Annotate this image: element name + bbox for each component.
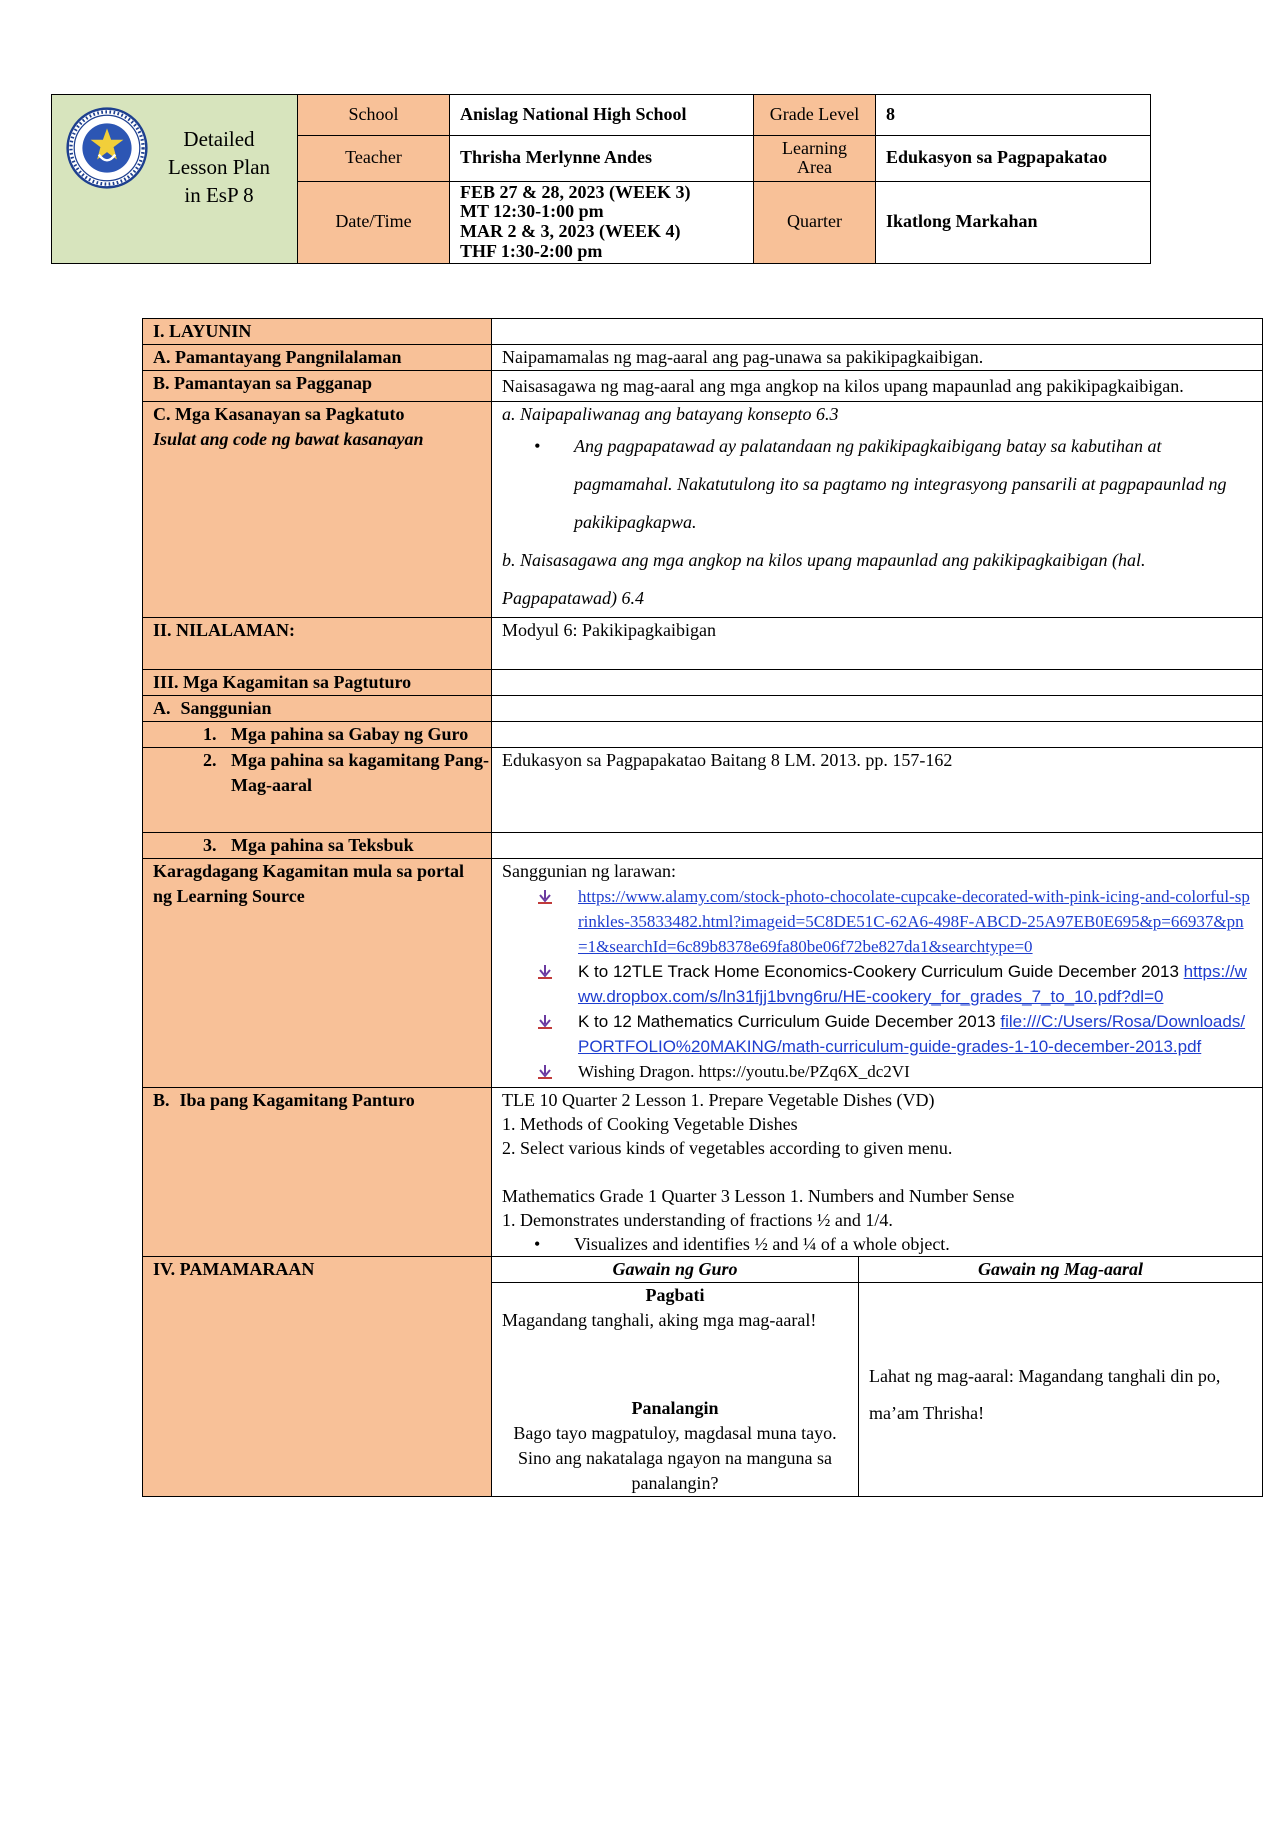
arrow-bullet-icon (502, 959, 578, 1009)
arrow-bullet-icon (502, 1009, 578, 1059)
teksbuk-item: 3. Mga pahina sa Teksbuk (221, 833, 491, 858)
kasanayan-bullet: • Ang pagpapatawad ay palatandaan ng pakikipagkaibigang batay sa kabutihan at pagmamahal. Nakatutulong ito sa pagtamo ng integrasyong pansarili at pagpapaunlad ng pakikipagkapwa. (502, 427, 1252, 541)
quarter-label: Quarter (754, 181, 876, 264)
teacher-value: Thrisha Merlynne Andes (450, 136, 754, 181)
iba-text: Iba pang Kagamitang Panturo (179, 1090, 415, 1110)
curriculum-guide-link[interactable]: file:///C:/Users/Rosa/Downloads/PORTFOLIO%20MAKING/math-curriculum-guide-grades-1-10-december-2013.pdf (578, 1012, 1246, 1056)
kasanayan-title: C. Mga Kasanayan sa Pagkatuto (153, 404, 405, 424)
dropbox-link[interactable]: https://www.dropbox.com/s/ln31fjj1bvng6ru/HE-cookery_for_grades_7_to_10.pdf?dl=0 (578, 962, 1247, 1006)
quarter-value: Ikatlong Markahan (876, 181, 1151, 264)
reference-item (502, 1059, 1252, 1087)
iba-line: 1. Methods of Cooking Vegetable Dishes (502, 1114, 798, 1134)
iba-pang-kagamitan-value: TLE 10 Quarter 2 Lesson 1. Prepare Vegetable Dishes (VD) 1. Methods of Cooking Vegetable Dishes 2. Select various kinds of vegetables according to given menu. Mathematics Grade 1 Quarter 3 Lesson 1. Numbers and Number Sense 1. Demonstrates understanding of fractions ½ and 1/4. • Visualizes and identifies ½ and ¼ of a whole object. (492, 1088, 1263, 1257)
title-line: Detailed (183, 127, 255, 151)
math-line: 1. Demonstrates understanding of fractions ½ and 1/4. (502, 1210, 893, 1230)
date-line: THF 1:30-2:00 pm (460, 241, 603, 262)
title-line: Lesson Plan (167, 155, 271, 179)
kasanayan-a: a. Naipapaliwanag ang batayang konsepto 6.3 (502, 404, 839, 424)
sanggunian-label (143, 696, 492, 722)
reference-item (502, 884, 1252, 959)
sanggunian-text: Sanggunian (180, 698, 272, 718)
deped-seal (66, 107, 148, 189)
panalangin-title: Panalangin (631, 1398, 719, 1418)
empty-cell (492, 319, 1263, 345)
empty-cell (492, 722, 1263, 748)
kasanayan-b: b. Naisasagawa ang mga angkop na kilos upang mapaunlad ang pakikipagkaibigan (hal. Pagpapatawad) 6.4 (502, 550, 1146, 608)
student-reply: Lahat ng mag-aaral: Magandang tanghali din po, ma’am Thrisha! (869, 1366, 1221, 1423)
col-gawain-mag-aaral: Gawain ng Mag-aaral (859, 1257, 1263, 1283)
pamantayan-pagganap-label: B. Pamantayan sa Pagganap (143, 371, 492, 402)
panalangin-text: Bago tayo magpatuloy, magdasal muna tayo. Sino ang nakatalaga ngayon na manguna sa panalangin? (513, 1423, 837, 1493)
date-time-value (450, 181, 754, 264)
gabay-guro-label (143, 722, 492, 748)
pamantayang-pangnilalaman-value: Naipamamalas ng mag-aaral ang pag-unawa sa pakikipagkaibigan. (492, 345, 1263, 371)
date-time-label: Date/Time (298, 181, 450, 264)
pamamaraan-label: IV. PAMAMARAAN (143, 1257, 492, 1497)
math-line: Mathematics Grade 1 Quarter 3 Lesson 1. Numbers and Number Sense (502, 1186, 1015, 1206)
pagbati-title: Pagbati (645, 1285, 705, 1305)
school-label: School (298, 95, 450, 136)
date-line: FEB 27 & 28, 2023 (WEEK 3) (460, 181, 691, 202)
pang-mag-aaral-item: 2. Mga pahina sa kagamitang Pang-Mag-aaral (221, 748, 491, 798)
teksbuk-label (143, 833, 492, 859)
iba-line: 2. Select various kinds of vegetables according to given menu. (502, 1138, 953, 1158)
iba-line: TLE 10 Quarter 2 Lesson 1. Prepare Vegetable Dishes (VD) (502, 1090, 935, 1110)
nilalaman-value: Modyul 6: Pakikipagkaibigan (492, 618, 1263, 670)
karagdagang-value (492, 859, 1263, 1088)
reference-text: K to 12TLE Track Home Economics-Cookery Curriculum Guide December 2013 (578, 962, 1184, 981)
karagdagang-label: Karagdagang Kagamitan mula sa portal ng Learning Source (143, 859, 492, 1088)
empty-cell (492, 696, 1263, 722)
sanggunian-letter: A. (153, 698, 171, 718)
header-table (51, 94, 1151, 264)
reference-text: Wishing Dragon. https://youtu.be/PZq6X_dc2VI (578, 1062, 910, 1081)
sanggunian-larawan: Sanggunian ng larawan: (502, 861, 676, 881)
pamantayang-pangnilalaman-label: A. Pamantayang Pangnilalaman (143, 345, 492, 371)
date-line: MT 12:30-1:00 pm (460, 201, 604, 222)
empty-cell (492, 670, 1263, 696)
arrow-bullet-icon (502, 884, 578, 959)
layunin-heading: I. LAYUNIN (143, 319, 492, 345)
grade-level-value: 8 (876, 95, 1151, 136)
reference-text: K to 12 Mathematics Curriculum Guide December 2013 (578, 1012, 1001, 1031)
kasanayan-subtitle: Isulat ang code ng bawat kasanayan (153, 429, 424, 449)
col-gawain-guro: Gawain ng Guro (492, 1257, 859, 1283)
school-value: Anislag National High School (450, 95, 754, 136)
math-bullet: Visualizes and identifies ½ and ¼ of a whole object. (574, 1234, 950, 1254)
arrow-bullet-icon (502, 1059, 578, 1087)
date-line: MAR 2 & 3, 2023 (WEEK 4) (460, 221, 681, 242)
kasanayan-value (492, 402, 1263, 618)
gabay-guro-item: 1. Mga pahina sa Gabay ng Guro (221, 722, 491, 747)
iba-pang-kagamitan-label (143, 1088, 492, 1257)
learning-area-value: Edukasyon sa Pagpapakatao (876, 136, 1151, 181)
guro-activity-cell (492, 1283, 859, 1497)
empty-cell (492, 833, 1263, 859)
grade-level-label: Grade Level (754, 95, 876, 136)
iba-letter: B. (153, 1090, 170, 1110)
pagbati-text: Magandang tanghali, aking mga mag-aaral! (502, 1310, 817, 1330)
pamantayan-pagganap-value: Naisasagawa ng mag-aaral ang mga angkop na kilos upang mapaunlad ang pakikipagkaibigan. (492, 371, 1263, 402)
reference-item (502, 1009, 1252, 1059)
learning-area-label: Learning Area (754, 136, 876, 181)
lm-value: Edukasyon sa Pagpapakatao Baitang 8 LM. 2013. pp. 157-162 (492, 748, 1263, 833)
mag-aaral-activity-cell (859, 1283, 1263, 1497)
kasanayan-label (143, 402, 492, 618)
kagamitan-label: III. Mga Kagamitan sa Pagtuturo (143, 670, 492, 696)
teacher-label: Teacher (298, 136, 450, 181)
nilalaman-label: II. NILALAMAN: (143, 618, 492, 670)
title-line: in EsP 8 (184, 183, 254, 207)
reference-item (502, 959, 1252, 1009)
lesson-plan-title-cell (52, 95, 298, 264)
lesson-plan-table (142, 318, 1263, 1497)
pang-mag-aaral-label (143, 748, 492, 833)
alamy-link[interactable]: https://www.alamy.com/stock-photo-chocolate-cupcake-decorated-with-pink-icing-and-colorful-sprinkles-35833482.html?imageid=5C8DE51C-62A6-498F-ABCD-25A97EB0E695&p=66937&pn=1&searchId=6c89b8378e69fa80be06f72be827da1&searchtype=0 (578, 887, 1250, 956)
